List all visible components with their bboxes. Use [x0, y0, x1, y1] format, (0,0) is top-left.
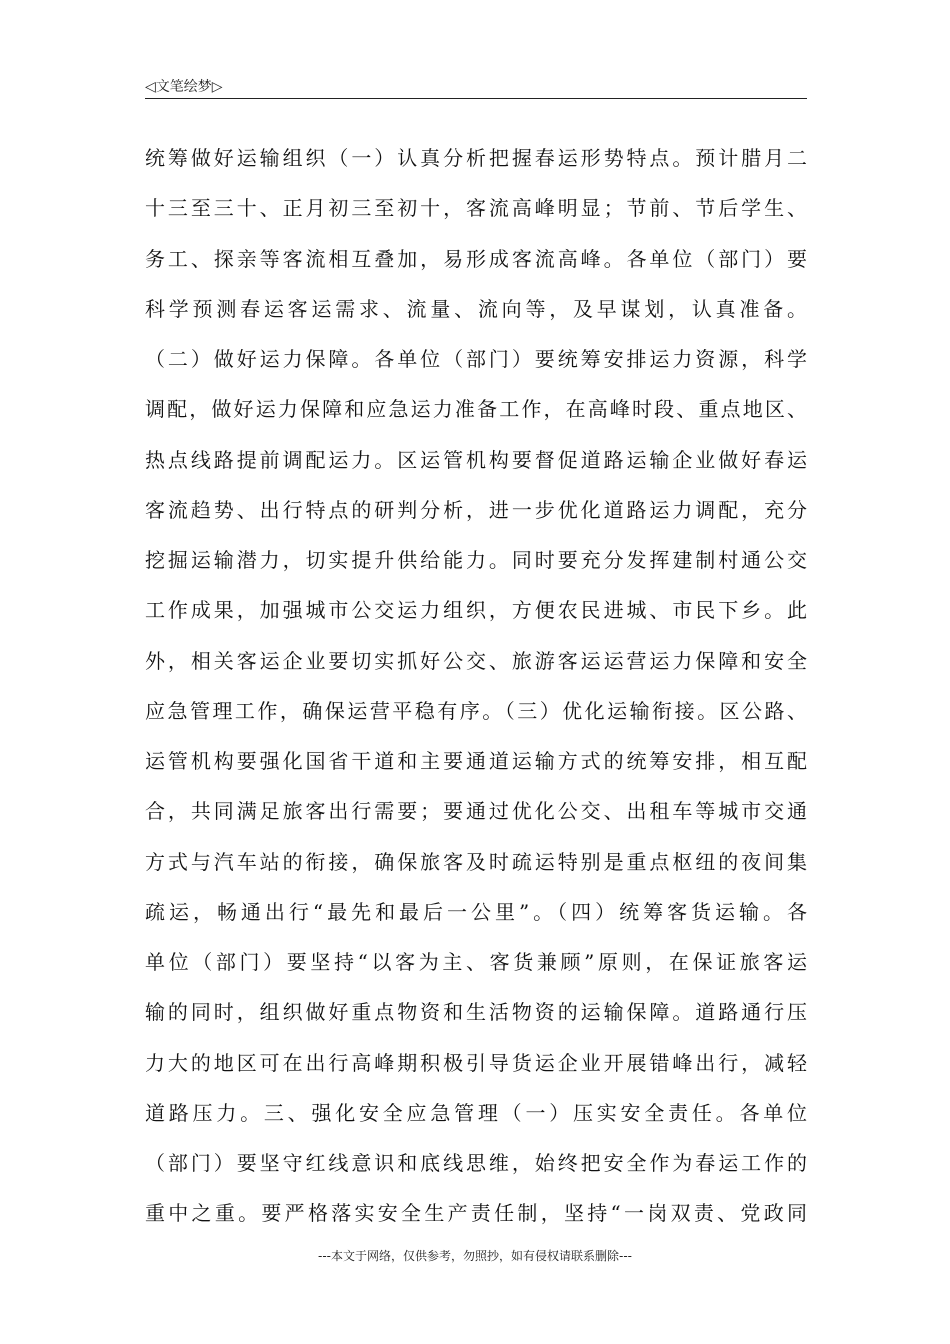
body-line: 统筹做好运输组织（一）认真分析把握春运形势特点。预计腊月二 [145, 146, 807, 170]
body-line: 调配，做好运力保障和应急运力准备工作，在高峰时段、重点地区、 [145, 397, 807, 422]
body-line: 务工、探亲等客流相互叠加，易形成客流高峰。各单位（部门）要 [145, 246, 807, 271]
body-line: 疏运，畅通出行“最先和最后一公里”。（四）统筹客货运输。各 [145, 899, 807, 924]
body-line: 热点线路提前调配运力。区运管机构要督促道路运输企业做好春运 [145, 447, 807, 472]
body-line: 十三至三十、正月初三至初十，客流高峰明显；节前、节后学生、 [145, 196, 807, 221]
body-line: 科学预测春运客运需求、流量、流向等，及早谋划，认真准备。 [145, 296, 807, 321]
header-title: ◁文笔绘梦▷ [145, 79, 223, 95]
body-line: 输的同时，组织做好重点物资和生活物资的运输保障。道路通行压 [145, 1000, 807, 1025]
body-line: 运管机构要强化国省干道和主要通道运输方式的统筹安排，相互配 [145, 749, 807, 773]
body-line: 客流趋势、出行特点的研判分析，进一步优化道路运力调配，充分 [145, 497, 807, 522]
page-footer: ---本文于网络，仅供参考，勿照抄，如有侵权请联系删除--- [318, 1249, 632, 1263]
body-line: 挖掘运输潜力，切实提升供给能力。同时要充分发挥建制村通公交 [145, 548, 807, 572]
page-header [145, 74, 807, 99]
body-line: （二）做好运力保障。各单位（部门）要统筹安排运力资源，科学 [145, 347, 807, 371]
body-line: 力大的地区可在出行高峰期积极引导货运企业开展错峰出行，减轻 [145, 1050, 807, 1075]
body-line: 应急管理工作，确保运营平稳有序。（三）优化运输衔接。区公路、 [145, 698, 807, 723]
body-line: 单位（部门）要坚持“以客为主、客货兼顾”原则，在保证旅客运 [145, 950, 807, 974]
body-line: 工作成果，加强城市公交运力组织，方便农民进城、市民下乡。此 [145, 598, 807, 623]
body-line: 重中之重。要严格落实安全生产责任制，坚持“一岗双责、党政同 [145, 1201, 807, 1226]
body-line: 合，共同满足旅客出行需要；要通过优化公交、出租车等城市交通 [145, 799, 807, 824]
body-line: （部门）要坚守红线意识和底线思维，始终把安全作为春运工作的 [145, 1151, 807, 1175]
body-line: 道路压力。三、强化安全应急管理（一）压实安全责任。各单位 [145, 1100, 807, 1125]
body-line: 外，相关客运企业要切实抓好公交、旅游客运运营运力保障和安全 [145, 648, 807, 673]
document-body [145, 133, 807, 1239]
body-line: 方式与汽车站的衔接，确保旅客及时疏运特别是重点枢纽的夜间集 [145, 849, 807, 874]
